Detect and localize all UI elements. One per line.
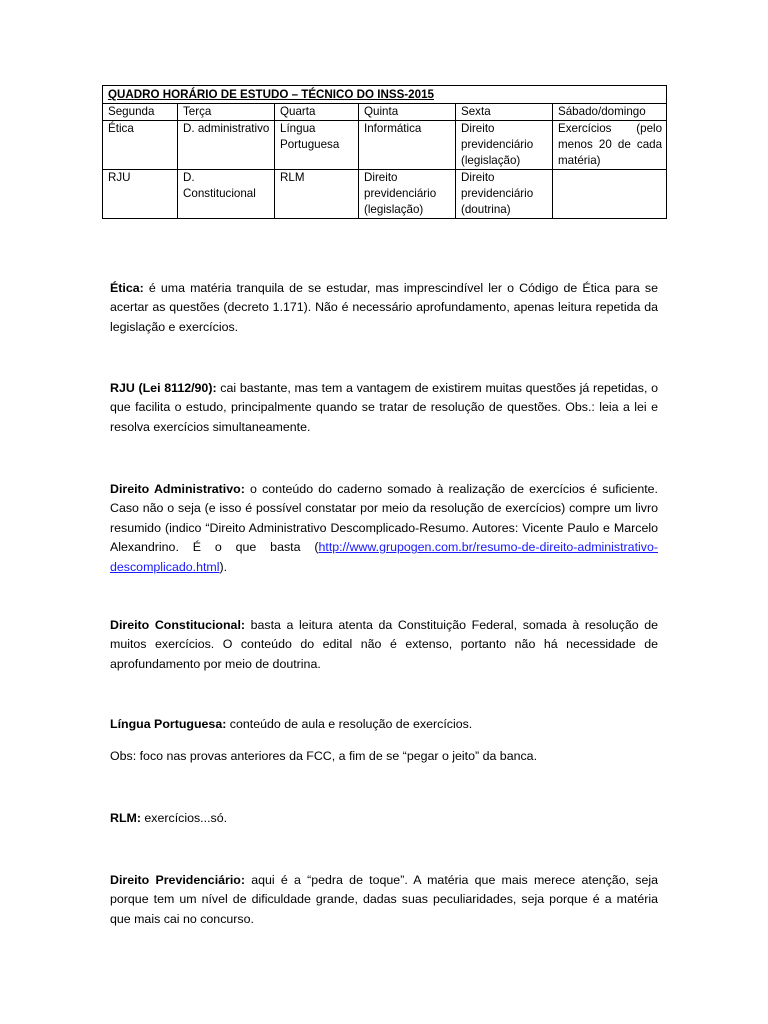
grupogen-link[interactable]: http://www.grupogen.com.br/resumo-de-direito-administrativo-descomplicado.html xyxy=(110,540,658,574)
paragraph-etica xyxy=(110,279,658,337)
paragraph-previdenciario xyxy=(110,871,658,929)
paragraph-text: exercícios...só. xyxy=(140,811,228,825)
paragraph-rju xyxy=(110,379,658,437)
table-cell: Direito previdenciário (doutrina) xyxy=(456,170,553,219)
paragraph-label: Ética: xyxy=(110,281,144,295)
table-cell: Direito previdenciário (legislação) xyxy=(456,121,553,170)
table-row xyxy=(103,170,667,219)
study-schedule-table xyxy=(102,85,667,219)
paragraph-text-end: ). xyxy=(219,559,228,574)
header-cell: Quarta xyxy=(275,104,359,121)
header-cell: Segunda xyxy=(103,104,178,121)
paragraph-label: Língua Portuguesa: xyxy=(110,717,227,731)
paragraph-text: cai bastante, mas tem a vantagem de existirem muitas questões já repetidas, o que facilita o estudo, principalmente quando se tratar de resolução de questões. Obs.: leia a lei e resolva exercícios simultaneamente. xyxy=(110,381,659,434)
header-cell: Sexta xyxy=(456,104,553,121)
table-cell: D. Constitucional xyxy=(178,170,275,219)
paragraph-administrativo xyxy=(110,480,658,577)
table-cell: RLM xyxy=(275,170,359,219)
header-cell: Quinta xyxy=(359,104,456,121)
table-cell: Ética xyxy=(103,121,178,170)
table-title: QUADRO HORÁRIO DE ESTUDO – TÉCNICO DO INSS-2015 xyxy=(103,86,667,104)
table-cell: Língua Portuguesa xyxy=(275,121,359,170)
paragraph-label: Direito Administrativo: xyxy=(110,482,245,496)
header-cell: Terça xyxy=(178,104,275,121)
paragraph-label: RLM: xyxy=(110,811,141,825)
paragraph-rlm xyxy=(110,809,658,828)
table-cell: Direito previdenciário (legislação) xyxy=(359,170,456,219)
paragraph-text: é uma matéria tranquila de se estudar, mas imprescindível ler o Código de Ética para se acertar as questões (decreto 1.171). Não é necessário aprofundamento, apenas leitura repetida da legislação e exercícios. xyxy=(110,281,658,334)
table-cell: Exercícios (pelo menos 20 de cada matéria) xyxy=(553,121,667,170)
paragraph-text: Obs: foco nas provas anteriores da FCC, a fim de se “pegar o jeito” da banca. xyxy=(110,749,538,763)
paragraph-portugues xyxy=(110,715,658,734)
paragraph-text: o conteúdo do caderno somado à realização de exercícios é suficiente. Caso não o seja (e isso é possível constatar por meio da resolução de exercícios) compre um livro resumido (indico “Direito Administrativo Descomplicado-Resumo. Autores: Vicente Paulo e Marcelo Alexandrino. É o que basta ( xyxy=(110,482,658,555)
paragraph-constitucional xyxy=(110,616,658,674)
paragraph-obs xyxy=(110,747,658,766)
header-cell: Sábado/domingo xyxy=(553,104,667,121)
table-cell: D. administrativo xyxy=(178,121,275,170)
paragraph-text: aqui é a “pedra de toque”. A matéria que mais merece atenção, seja porque tem um nível de dificuldade grande, dadas suas peculiaridades, seja porque é a matéria que mais cai no concurso. xyxy=(110,873,658,926)
paragraph-text: basta a leitura atenta da Constituição Federal, somada à resolução de muitos exercícios. O conteúdo do edital não é extenso, portanto não há necessidade de aprofundamento por meio de doutrina. xyxy=(110,618,659,671)
paragraph-label: Direito Previdenciário: xyxy=(110,873,245,887)
paragraph-label: Direito Constitucional: xyxy=(110,618,246,632)
table-header-row xyxy=(103,104,667,121)
paragraph-label: RJU (Lei 8112/90): xyxy=(110,381,217,395)
table-cell: Informática xyxy=(359,121,456,170)
table-cell: RJU xyxy=(103,170,178,219)
table-row xyxy=(103,121,667,170)
paragraph-text: conteúdo de aula e resolução de exercícios. xyxy=(226,717,473,731)
table-cell xyxy=(553,170,667,219)
